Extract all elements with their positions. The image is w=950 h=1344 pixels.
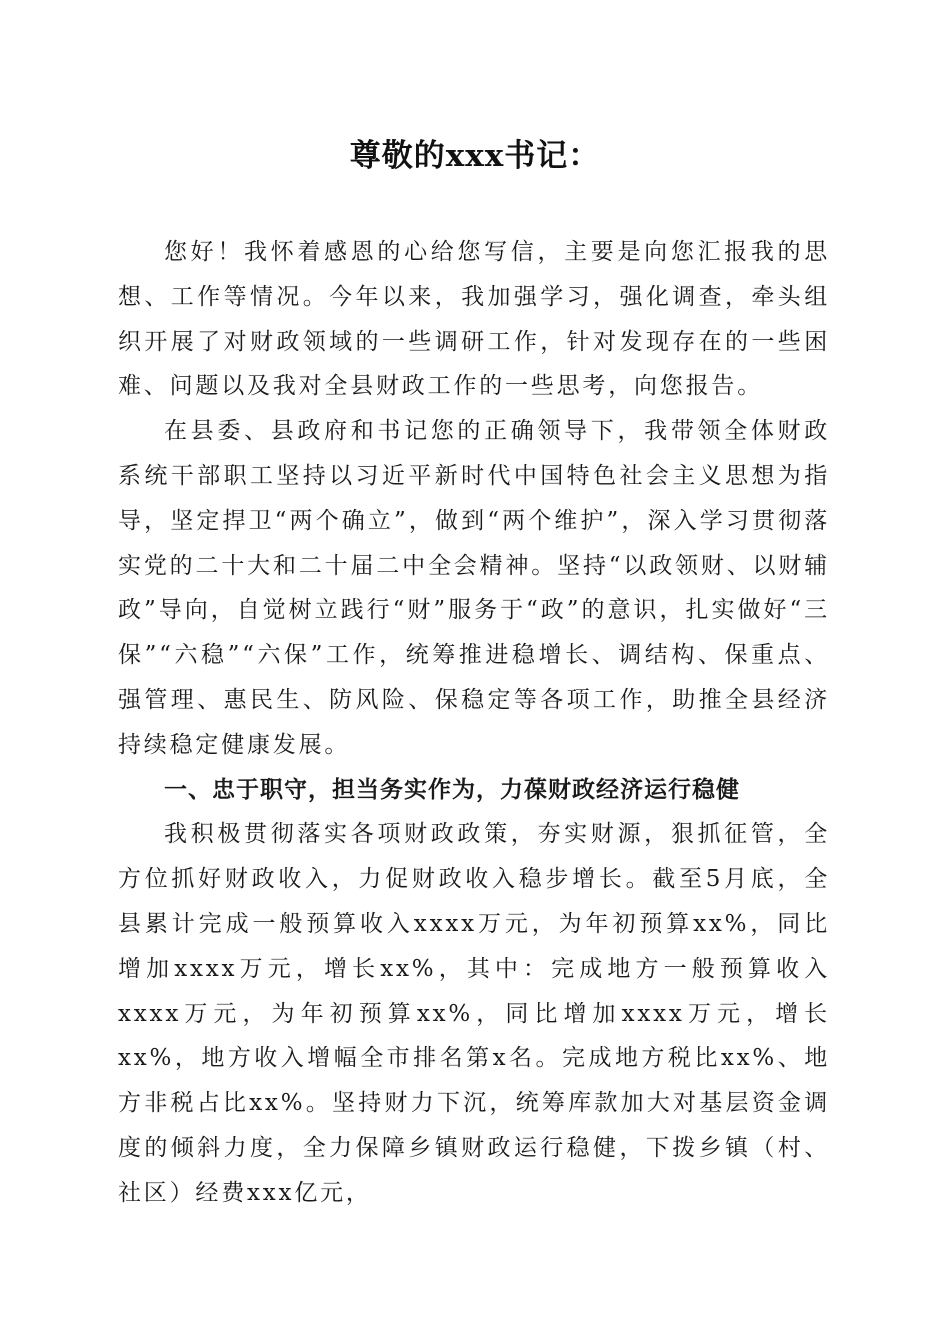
paragraph-leadership: 在县委、县政府和书记您的正确领导下，我带领全体财政系统干部职工坚持以习近平新时代中国特色社会主义思想为指导，坚定捍卫“两个确立”，做到“两个维护”，深入学习贯彻落实党的二十大和二十届二中全会精神。坚持“以政领财、以财辅政”导向，自觉树立践行“财”服务于“政”的意识，扎实做好“三保”“六稳”“六保”工作，统筹推进稳增长、调结构、保重点、强管理、惠民生、防风险、保稳定等各项工作，助推全县经济持续稳定健康发展。 [118,418,830,758]
letter-salutation-title: 尊敬的xxx书记： [349,138,601,174]
letter-body [118,230,830,1216]
section-heading-1: 一、忠于职守，担当务实作为，力葆财政经济运行稳健 [164,776,740,803]
paragraph-greeting: 您好！我怀着感恩的心给您写信，主要是向您汇报我的思想、工作等情况。今年以来，我加强学习，强化调查，牵头组织开展了对财政领域的一些调研工作，针对发现存在的一些困难、问题以及我对全县财政工作的一些思考，向您报告。 [118,239,830,400]
paragraph-revenue: 我积极贯彻落实各项财政政策，夯实财源，狠抓征管，全方位抓好财政收入，力促财政收入稳步增长。截至5月底，全县累计完成一般预算收入xxxx万元，为年初预算xx%，同比增加xxxx万元，增长xx%，其中：完成地方一般预算收入xxxx万元，为年初预算xx%，同比增加xxxx万元，增长xx%，地方收入增幅全市排名第x名。完成地方税比xx%、地方非税占比xx%。坚持财力下沉，统筹库款加大对基层资金调度的倾斜力度，全力保障乡镇财政运行稳健，下拨乡镇（村、社区）经费xxx亿元， [118,821,830,1206]
